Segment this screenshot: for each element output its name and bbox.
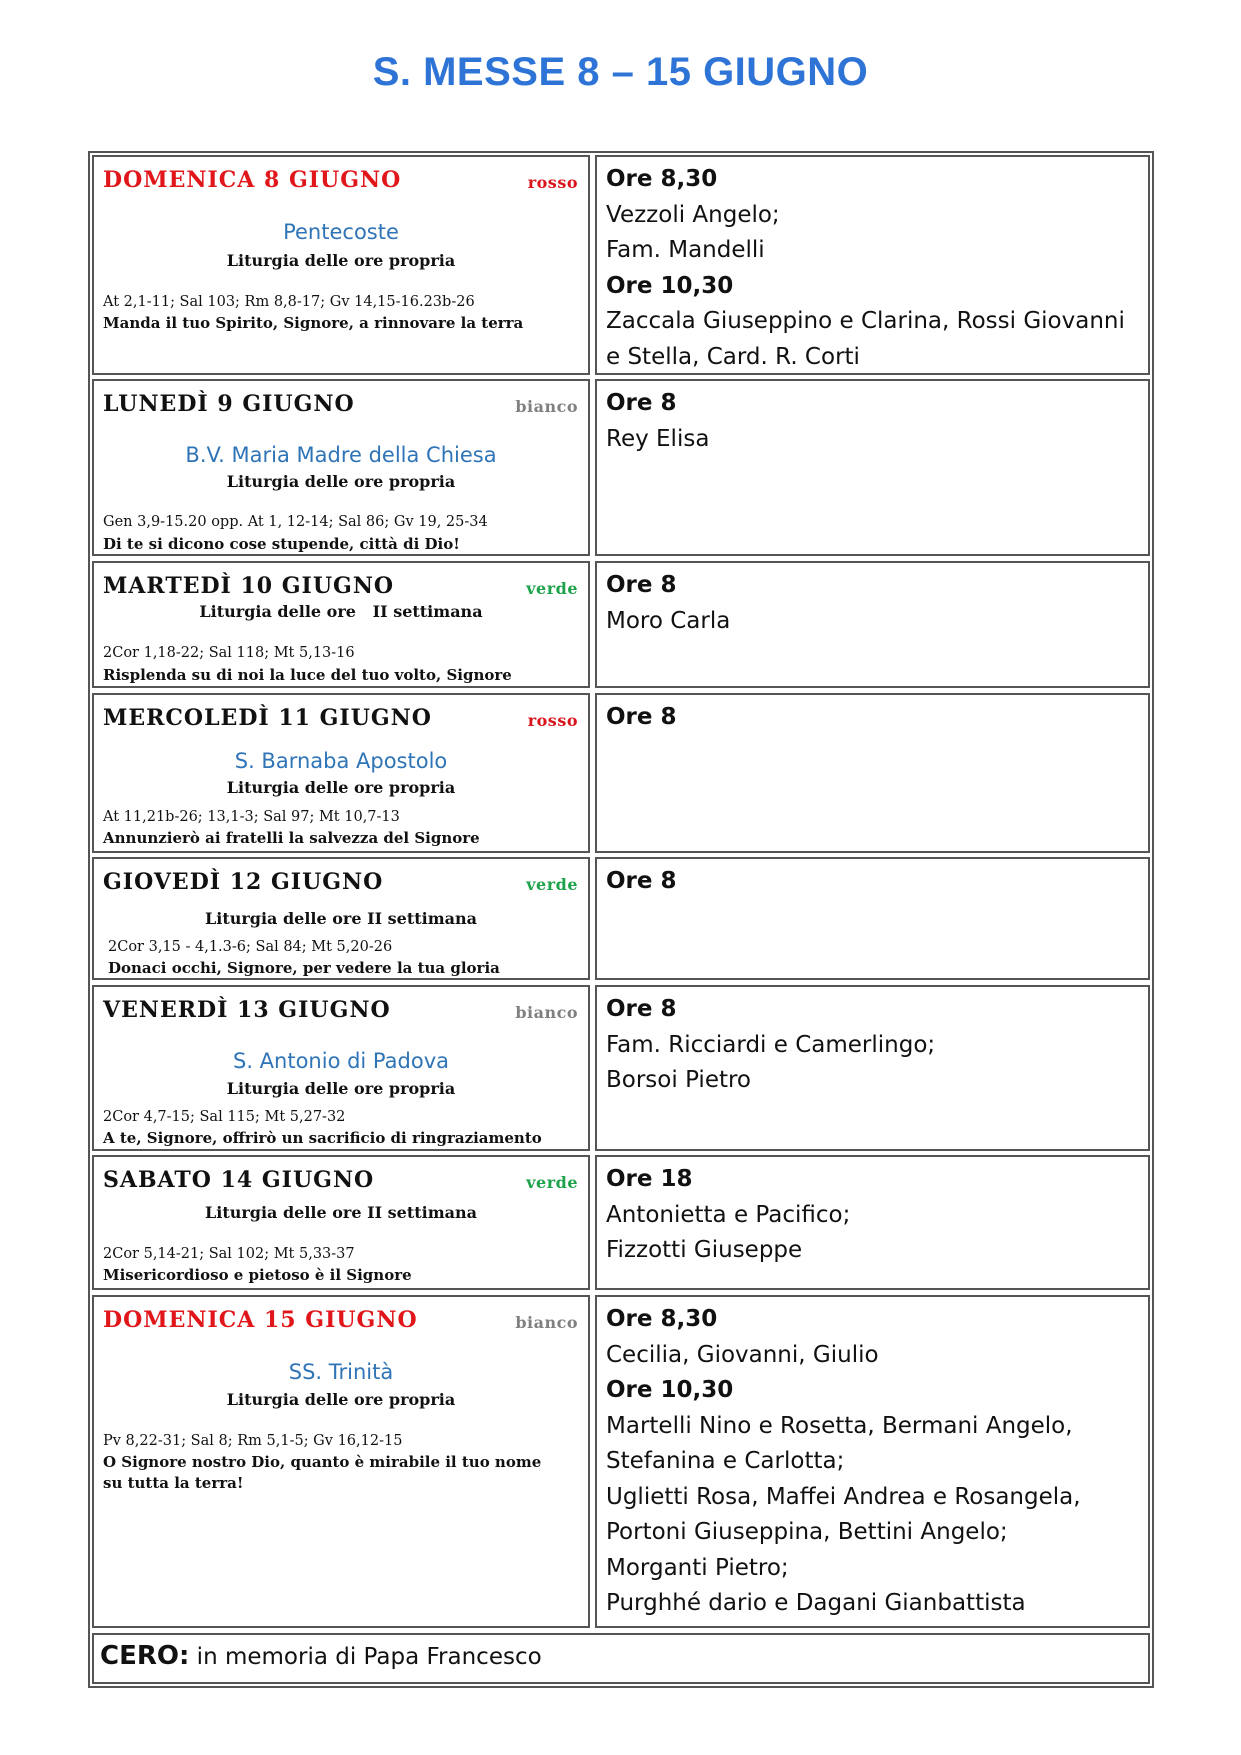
liturgical-color: bianco xyxy=(515,397,578,416)
mass-cell-8 xyxy=(595,1295,1150,1628)
liturgical-color: bianco xyxy=(515,1313,578,1332)
feast-name: S. Barnaba Apostolo xyxy=(234,749,448,773)
psalm-response: Risplenda su di noi la luce del tuo volto, Signore xyxy=(103,666,512,684)
day-title: DOMENICA 15 GIUGNO xyxy=(103,1307,418,1333)
mass-intention: Fam. Mandelli xyxy=(606,237,765,263)
feast-name: Pentecoste xyxy=(283,220,399,244)
feast-name: SS. Trinità xyxy=(288,1360,394,1384)
mass-intention: Purghhé dario e Dagani Gianbattista xyxy=(606,1590,1026,1616)
readings: At 11,21b-26; 13,1-3; Sal 97; Mt 10,7-13 xyxy=(103,809,400,825)
cero-label: CERO: xyxy=(100,1641,190,1671)
day-title: DOMENICA 8 GIUGNO xyxy=(103,167,402,193)
day-title: MARTEDÌ 10 GIUGNO xyxy=(103,573,395,599)
mass-hour: Ore 8,30 xyxy=(606,1306,718,1332)
mass-cell-6 xyxy=(595,985,1150,1151)
day-title: LUNEDÌ 9 GIUGNO xyxy=(103,391,355,417)
psalm-response: A te, Signore, offrirò un sacrificio di ringraziamento xyxy=(103,1129,542,1147)
day-cell-2 xyxy=(92,379,590,556)
mass-hour: Ore 8 xyxy=(606,704,677,730)
readings: At 2,1-11; Sal 103; Rm 8,8-17; Gv 14,15-16.23b-26 xyxy=(103,294,475,310)
day-cell-6 xyxy=(92,985,590,1151)
cero-row xyxy=(92,1633,1150,1684)
readings: Gen 3,9-15.20 opp. At 1, 12-14; Sal 86; Gv 19, 25-34 xyxy=(103,514,488,530)
psalm-response: Annunzierò ai fratelli la salvezza del Signore xyxy=(103,829,480,847)
readings: 2Cor 3,15 - 4,1.3-6; Sal 84; Mt 5,20-26 xyxy=(108,939,393,955)
mass-intention: Zaccala Giuseppino e Clarina, Rossi Giovanni e Stella, Card. R. Corti xyxy=(606,308,1125,370)
mass-cell-7 xyxy=(595,1155,1150,1290)
mass-list xyxy=(606,386,1140,457)
mass-cell-4 xyxy=(595,693,1150,853)
mass-list xyxy=(606,568,1140,639)
mass-intention: Moro Carla xyxy=(606,607,731,634)
liturgy-note: Liturgia delle ore propria xyxy=(226,1390,456,1409)
liturgy-note: Liturgia delle ore II settimana xyxy=(199,602,483,621)
feast-name: B.V. Maria Madre della Chiesa xyxy=(185,443,497,467)
day-title: GIOVEDÌ 12 GIUGNO xyxy=(103,869,384,895)
mass-intention: Martelli Nino e Rosetta, Bermani Angelo, Stefanina e Carlotta; xyxy=(606,1412,1073,1474)
day-cell-3 xyxy=(92,561,590,688)
feast-name: S. Antonio di Padova xyxy=(232,1049,449,1073)
mass-list xyxy=(606,992,1140,1099)
mass-list xyxy=(606,864,1140,900)
mass-cell-5 xyxy=(595,857,1150,980)
liturgical-color: bianco xyxy=(515,1003,578,1022)
liturgy-note: Liturgia delle ore II settimana xyxy=(205,1203,477,1222)
mass-hour: Ore 8 xyxy=(606,572,677,598)
mass-hour: Ore 10,30 xyxy=(606,272,734,299)
day-title: SABATO 14 GIUGNO xyxy=(103,1167,375,1193)
readings: Pv 8,22-31; Sal 8; Rm 5,1-5; Gv 16,12-15 xyxy=(103,1433,403,1449)
psalm-response: O Signore nostro Dio, quanto è mirabile il tuo nome su tutta la terra! xyxy=(103,1453,542,1492)
liturgy-note: Liturgia delle ore II settimana xyxy=(205,909,477,928)
mass-cell-3 xyxy=(595,561,1150,688)
mass-intention: Cecilia, Giovanni, Giulio xyxy=(606,1341,879,1368)
liturgy-note: Liturgia delle ore propria xyxy=(226,472,456,491)
mass-cell-1 xyxy=(595,155,1150,375)
mass-cell-2 xyxy=(595,379,1150,556)
day-title: MERCOLEDÌ 11 GIUGNO xyxy=(103,705,432,731)
mass-list xyxy=(606,1302,1140,1622)
mass-intention: Vezzoli Angelo; xyxy=(606,201,780,228)
day-cell-5 xyxy=(92,857,590,980)
mass-intention: Borsoi Pietro xyxy=(606,1067,752,1093)
psalm-response: Donaci occhi, Signore, per vedere la tua gloria xyxy=(108,959,500,977)
mass-intention: Uglietti Rosa, Maffei Andrea e Rosangela, Portoni Giuseppina, Bettini Angelo; xyxy=(606,1483,1081,1545)
mass-hour: Ore 8 xyxy=(606,868,677,894)
day-title: VENERDÌ 13 GIUGNO xyxy=(103,997,391,1023)
mass-hour: Ore 8 xyxy=(606,390,677,416)
liturgical-color: rosso xyxy=(527,173,578,192)
day-cell-7 xyxy=(92,1155,590,1290)
psalm-response: Di te si dicono cose stupende, città di Dio! xyxy=(103,535,460,553)
mass-intention: Morganti Pietro; xyxy=(606,1554,789,1581)
mass-hour: Ore 10,30 xyxy=(606,1377,734,1403)
liturgy-note: Liturgia delle ore propria xyxy=(226,1079,456,1098)
mass-list xyxy=(606,1162,1140,1269)
liturgical-color: rosso xyxy=(527,711,578,730)
day-cell-1 xyxy=(92,155,590,375)
psalm-response: Manda il tuo Spirito, Signore, a rinnovare la terra xyxy=(103,314,524,332)
cero-text: in memoria di Papa Francesco xyxy=(189,1644,542,1670)
readings: 2Cor 4,7-15; Sal 115; Mt 5,27-32 xyxy=(103,1109,346,1125)
day-cell-4 xyxy=(92,693,590,853)
liturgical-color: verde xyxy=(526,1173,578,1192)
mass-hour: Ore 18 xyxy=(606,1166,693,1192)
liturgy-note: Liturgia delle ore propria xyxy=(226,251,456,270)
cero-note xyxy=(100,1641,542,1671)
readings: 2Cor 5,14-21; Sal 102; Mt 5,33-37 xyxy=(103,1246,355,1262)
day-cell-8 xyxy=(92,1295,590,1628)
mass-hour: Ore 8 xyxy=(606,996,677,1022)
liturgical-color: verde xyxy=(526,875,578,894)
mass-list xyxy=(606,162,1140,375)
liturgy-note: Liturgia delle ore propria xyxy=(226,778,456,797)
liturgical-color: verde xyxy=(526,579,578,598)
mass-list xyxy=(606,700,1140,736)
mass-intention: Fam. Ricciardi e Camerlingo; xyxy=(606,1031,936,1058)
mass-intention: Rey Elisa xyxy=(606,425,710,452)
mass-hour: Ore 8,30 xyxy=(606,166,718,192)
psalm-response: Misericordioso e pietoso è il Signore xyxy=(103,1266,412,1284)
page-title: S. MESSE 8 – 15 GIUGNO xyxy=(372,50,869,94)
mass-intention: Antonietta e Pacifico; xyxy=(606,1201,851,1228)
readings: 2Cor 1,18-22; Sal 118; Mt 5,13-16 xyxy=(103,645,355,661)
mass-intention: Fizzotti Giuseppe xyxy=(606,1237,803,1263)
